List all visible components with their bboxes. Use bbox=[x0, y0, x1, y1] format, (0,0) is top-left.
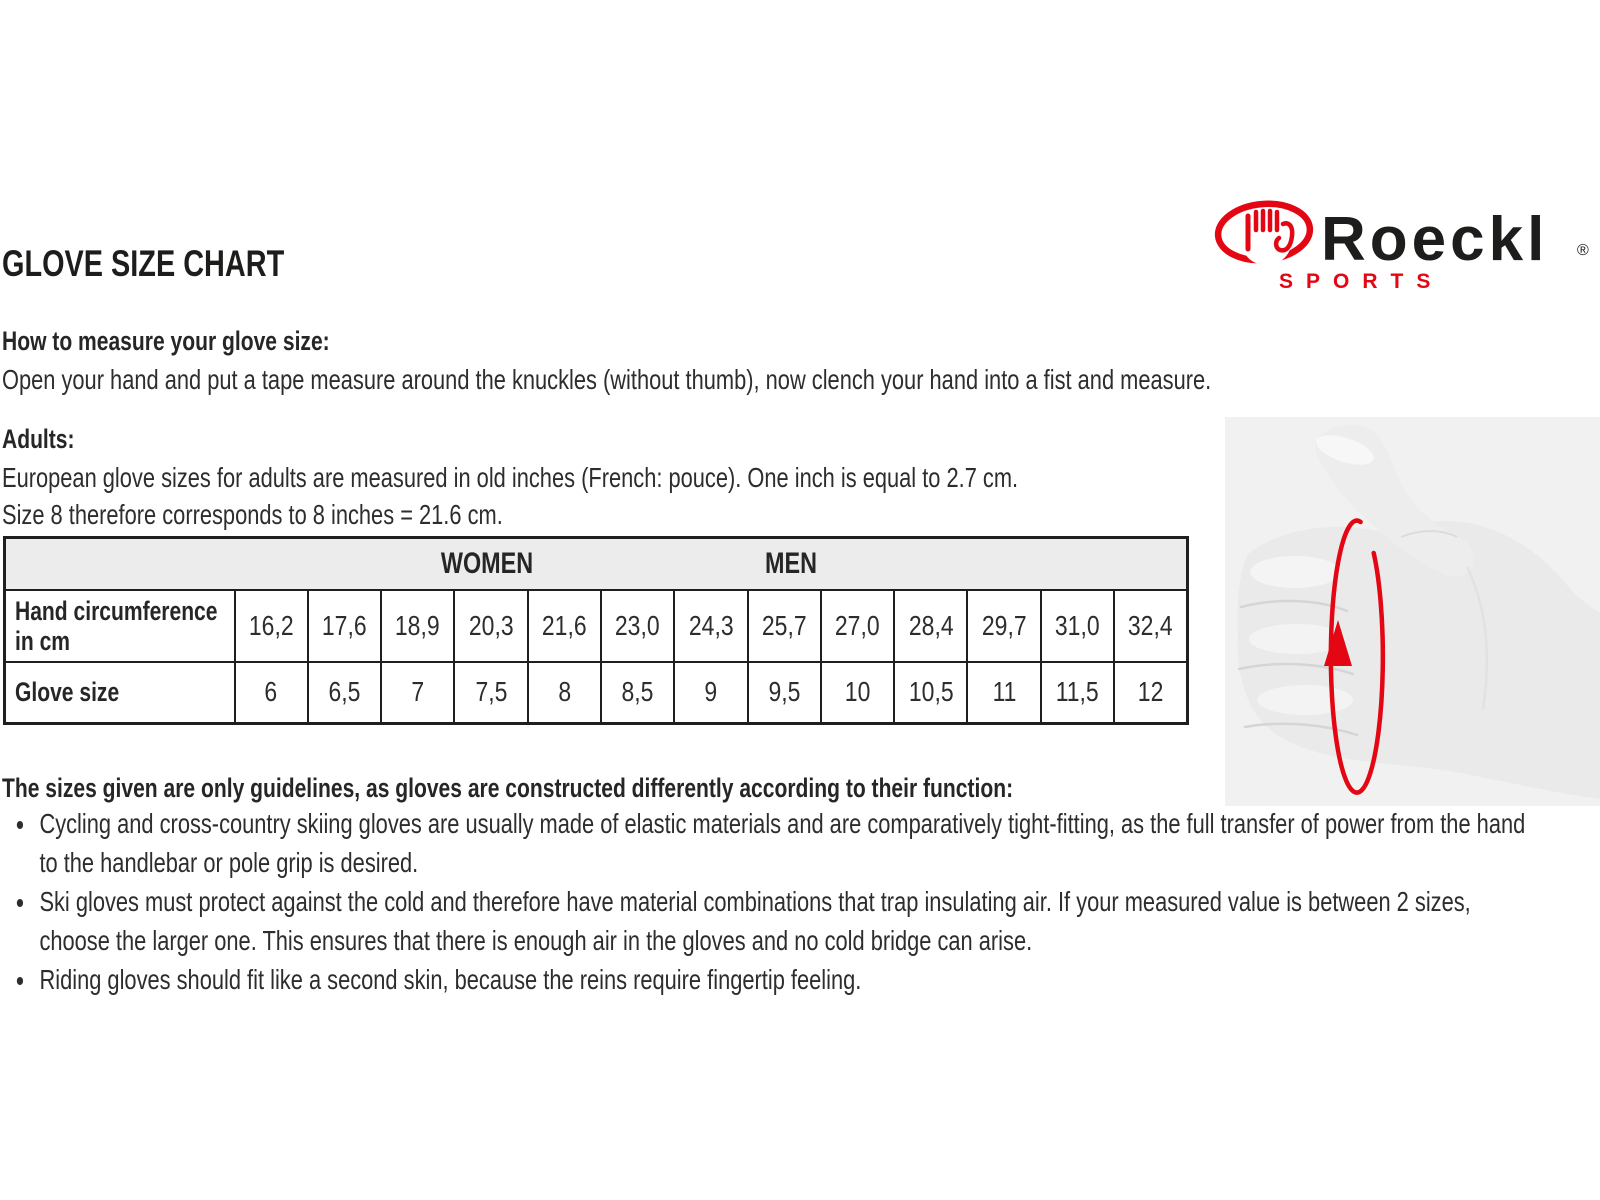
brand-wordmark: Roeckl bbox=[1321, 205, 1549, 274]
guidelines-heading bbox=[2, 772, 1298, 804]
guideline-bullet-cycling: • Cycling and cross-country skiing gloves are usually made of elastic materials and are comparatively tight-fitting, as the full transfer of power from the hand to the handlebar or pole grip is desired. bbox=[35, 804, 1531, 882]
glove-size-cell: 7,5 bbox=[454, 662, 527, 724]
row-label-text: Hand circumference in cm bbox=[15, 595, 218, 656]
logo-graphic bbox=[1203, 192, 1600, 294]
women-column-group-header: WOMEN bbox=[441, 546, 534, 580]
glove-size-table bbox=[3, 536, 1189, 725]
adults-heading-text: Adults: bbox=[2, 424, 75, 454]
how-to-measure-body-text: Open your hand and put a tape measure around the knuckles (without thumb), now clench your hand into a fist and measure. bbox=[2, 364, 1212, 395]
circumference-cell: 27,0 bbox=[821, 590, 894, 662]
circumference-cell: 16,2 bbox=[235, 590, 308, 662]
glove-size-cell: 7 bbox=[381, 662, 454, 724]
brand-subtitle: SPORTS bbox=[1279, 270, 1444, 293]
registered-mark: ® bbox=[1577, 242, 1589, 259]
fist-in-oval-icon bbox=[1216, 200, 1313, 265]
guidelines-list bbox=[2, 804, 1531, 999]
glove-size-cell: 6 bbox=[235, 662, 308, 724]
row-label-text: Glove size bbox=[15, 677, 120, 708]
circumference-cell: 23,0 bbox=[601, 590, 674, 662]
glove-size-cell: 9 bbox=[674, 662, 747, 724]
table-group-header-cell bbox=[5, 538, 1188, 590]
adults-line-1: European glove sizes for adults are measured in old inches (French: pouce). One inch is equal to 2.7 cm. bbox=[2, 462, 1019, 493]
glove-size-cell: 8,5 bbox=[601, 662, 674, 724]
guideline-bullet-ski: • Ski gloves must protect against the cold and therefore have material combinations that trap insulating air. If your measured value is between 2 sizes, choose the larger one. This ensures that there is enough air in the gloves and no cold bridge can arise. bbox=[35, 882, 1531, 960]
glove-size-cell: 10,5 bbox=[894, 662, 967, 724]
men-column-group-header: MEN bbox=[764, 546, 817, 580]
circumference-cell: 25,7 bbox=[748, 590, 821, 662]
how-to-measure-heading bbox=[2, 325, 422, 357]
circumference-cell: 18,9 bbox=[381, 590, 454, 662]
how-to-measure-heading-text: How to measure your glove size: bbox=[2, 326, 330, 356]
circumference-cell: 28,4 bbox=[894, 590, 967, 662]
glove-size-row bbox=[5, 662, 1188, 724]
circumference-cell: 29,7 bbox=[967, 590, 1040, 662]
guidelines-heading-text: The sizes given are only guidelines, as gloves are constructed differently according to their function: bbox=[2, 773, 1014, 803]
fist-measure-photo bbox=[1225, 417, 1600, 806]
glove-size-cell: 11,5 bbox=[1041, 662, 1114, 724]
guideline-bullet-riding: • Riding gloves should fit like a second skin, because the reins require fingertip feeling. bbox=[35, 960, 1531, 999]
hand-circumference-row bbox=[5, 590, 1188, 662]
circumference-cell: 20,3 bbox=[454, 590, 527, 662]
glove-size-cell: 8 bbox=[528, 662, 601, 724]
circumference-cell: 24,3 bbox=[674, 590, 747, 662]
circumference-cell: 17,6 bbox=[308, 590, 381, 662]
how-to-measure-body bbox=[2, 361, 1600, 398]
circumference-cell: 31,0 bbox=[1041, 590, 1114, 662]
glove-size-cell: 12 bbox=[1114, 662, 1187, 724]
page-title-text: GLOVE SIZE CHART bbox=[2, 243, 285, 284]
adults-line-2: Size 8 therefore corresponds to 8 inches = 21.6 cm. bbox=[2, 499, 503, 530]
adults-heading bbox=[2, 423, 95, 455]
glove-size-cell: 9,5 bbox=[748, 662, 821, 724]
glove-size-cell: 11 bbox=[967, 662, 1040, 724]
circumference-cell: 32,4 bbox=[1114, 590, 1187, 662]
table-group-header-row bbox=[5, 538, 1188, 590]
row-label-glove-size bbox=[5, 662, 235, 724]
row-label-hand-circumference bbox=[5, 590, 235, 662]
glove-size-cell: 10 bbox=[821, 662, 894, 724]
hand-measurement-figure bbox=[1225, 417, 1600, 806]
roeckl-sports-logo bbox=[1203, 192, 1600, 294]
page-title bbox=[2, 243, 364, 285]
glove-size-cell: 6,5 bbox=[308, 662, 381, 724]
circumference-cell: 21,6 bbox=[528, 590, 601, 662]
